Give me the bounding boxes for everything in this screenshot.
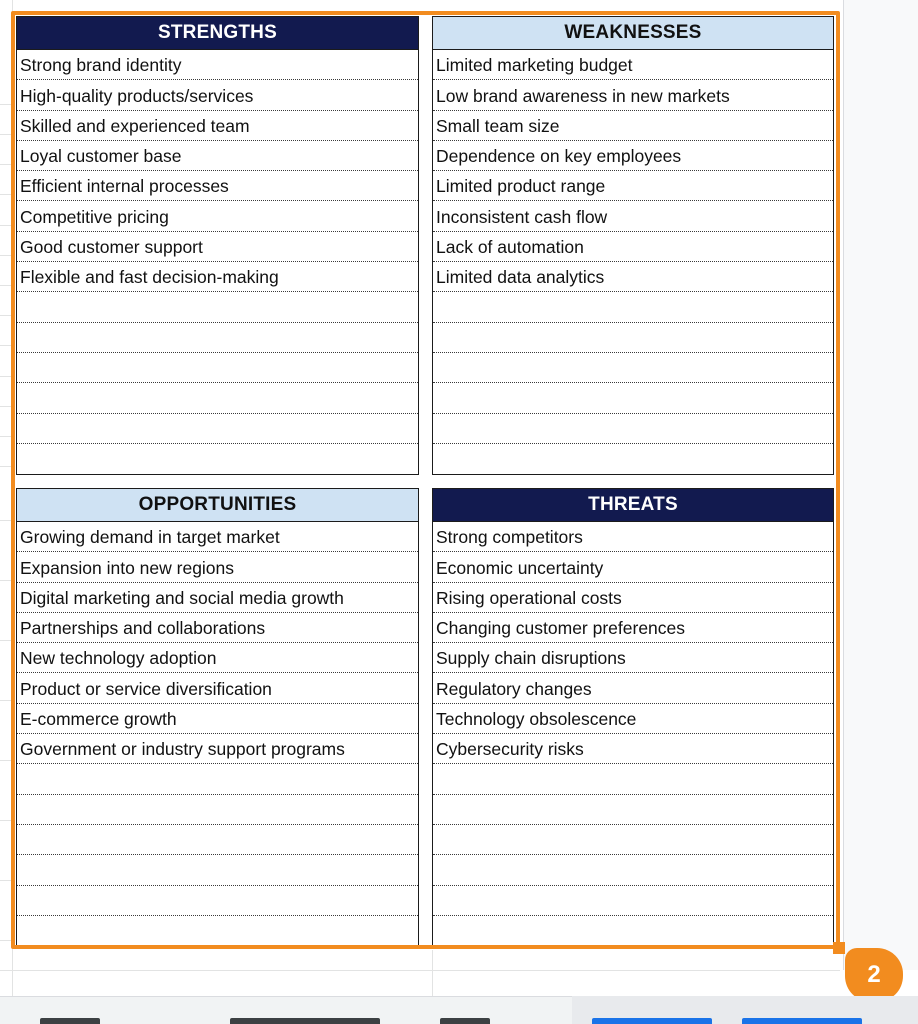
- active-sheet-tab[interactable]: [572, 996, 918, 1024]
- weaknesses-header[interactable]: WEAKNESSES: [433, 17, 833, 50]
- sheet-tab-peek[interactable]: [40, 1018, 100, 1024]
- sheet-tab-peek[interactable]: [230, 1018, 380, 1024]
- weaknesses-cell[interactable]: Dependence on key employees: [433, 141, 833, 171]
- opportunities-cell[interactable]: Partnerships and collaborations: [17, 613, 418, 643]
- weaknesses-cell[interactable]: Limited data analytics: [433, 262, 833, 292]
- threats-cell[interactable]: [433, 825, 833, 855]
- strengths-quadrant: [16, 16, 419, 475]
- threats-cell[interactable]: Economic uncertainty: [433, 552, 833, 582]
- sheet-tab-peek[interactable]: [440, 1018, 490, 1024]
- threats-cell[interactable]: Changing customer preferences: [433, 613, 833, 643]
- strengths-cell[interactable]: Strong brand identity: [17, 50, 418, 80]
- opportunities-cell[interactable]: [17, 764, 418, 794]
- strengths-cell[interactable]: [17, 444, 418, 474]
- active-tab-label-peek: [592, 1018, 712, 1024]
- threats-cell[interactable]: [433, 916, 833, 946]
- threats-cell[interactable]: [433, 886, 833, 916]
- strengths-cell[interactable]: High-quality products/services: [17, 80, 418, 110]
- grid-line: [432, 950, 433, 1000]
- threats-cell[interactable]: Technology obsolescence: [433, 704, 833, 734]
- opportunities-cell[interactable]: Expansion into new regions: [17, 552, 418, 582]
- opportunities-cell[interactable]: [17, 855, 418, 885]
- opportunities-cell[interactable]: [17, 886, 418, 916]
- strengths-cell[interactable]: Competitive pricing: [17, 201, 418, 231]
- weaknesses-cell[interactable]: Inconsistent cash flow: [433, 201, 833, 231]
- threats-cell[interactable]: [433, 855, 833, 885]
- opportunities-cell[interactable]: E-commerce growth: [17, 704, 418, 734]
- opportunities-cell[interactable]: Government or industry support programs: [17, 734, 418, 764]
- threats-quadrant: [432, 488, 834, 947]
- selection-fill-handle[interactable]: [833, 942, 845, 954]
- opportunities-cell[interactable]: New technology adoption: [17, 643, 418, 673]
- strengths-cell[interactable]: Flexible and fast decision-making: [17, 262, 418, 292]
- strengths-header[interactable]: STRENGTHS: [17, 17, 418, 50]
- threats-cell[interactable]: [433, 764, 833, 794]
- opportunities-cell[interactable]: [17, 795, 418, 825]
- strengths-cell[interactable]: Loyal customer base: [17, 141, 418, 171]
- opportunities-header[interactable]: OPPORTUNITIES: [17, 489, 418, 522]
- weaknesses-cell[interactable]: [433, 353, 833, 383]
- opportunities-cell[interactable]: [17, 825, 418, 855]
- opportunities-cell[interactable]: Product or service diversification: [17, 673, 418, 703]
- threats-cell[interactable]: Rising operational costs: [433, 583, 833, 613]
- strengths-cell[interactable]: [17, 292, 418, 322]
- weaknesses-cell[interactable]: [433, 383, 833, 413]
- grid-line: [12, 0, 13, 1000]
- threats-cell[interactable]: Strong competitors: [433, 522, 833, 552]
- weaknesses-cell[interactable]: [433, 323, 833, 353]
- right-side-pane: [843, 0, 918, 970]
- opportunities-quadrant: [16, 488, 419, 947]
- weaknesses-cell[interactable]: Low brand awareness in new markets: [433, 80, 833, 110]
- weaknesses-cell[interactable]: [433, 292, 833, 322]
- strengths-cell[interactable]: Good customer support: [17, 232, 418, 262]
- strengths-cell[interactable]: Efficient internal processes: [17, 171, 418, 201]
- strengths-cell[interactable]: Skilled and experienced team: [17, 111, 418, 141]
- threats-cell[interactable]: Supply chain disruptions: [433, 643, 833, 673]
- threats-cell[interactable]: Regulatory changes: [433, 673, 833, 703]
- weaknesses-cell[interactable]: [433, 414, 833, 444]
- opportunities-cell[interactable]: Digital marketing and social media growth: [17, 583, 418, 613]
- active-tab-label-peek: [742, 1018, 862, 1024]
- weaknesses-cell[interactable]: Small team size: [433, 111, 833, 141]
- threats-header[interactable]: THREATS: [433, 489, 833, 522]
- opportunities-cell[interactable]: Growing demand in target market: [17, 522, 418, 552]
- opportunities-cell[interactable]: [17, 916, 418, 946]
- strengths-cell[interactable]: [17, 323, 418, 353]
- step-number-badge: 2: [845, 948, 903, 1002]
- weaknesses-cell[interactable]: Lack of automation: [433, 232, 833, 262]
- strengths-cell[interactable]: [17, 414, 418, 444]
- threats-cell[interactable]: Cybersecurity risks: [433, 734, 833, 764]
- strengths-cell[interactable]: [17, 353, 418, 383]
- threats-cell[interactable]: [433, 795, 833, 825]
- weaknesses-cell[interactable]: Limited product range: [433, 171, 833, 201]
- strengths-cell[interactable]: [17, 383, 418, 413]
- weaknesses-cell[interactable]: Limited marketing budget: [433, 50, 833, 80]
- weaknesses-cell[interactable]: [433, 444, 833, 474]
- weaknesses-quadrant: [432, 16, 834, 475]
